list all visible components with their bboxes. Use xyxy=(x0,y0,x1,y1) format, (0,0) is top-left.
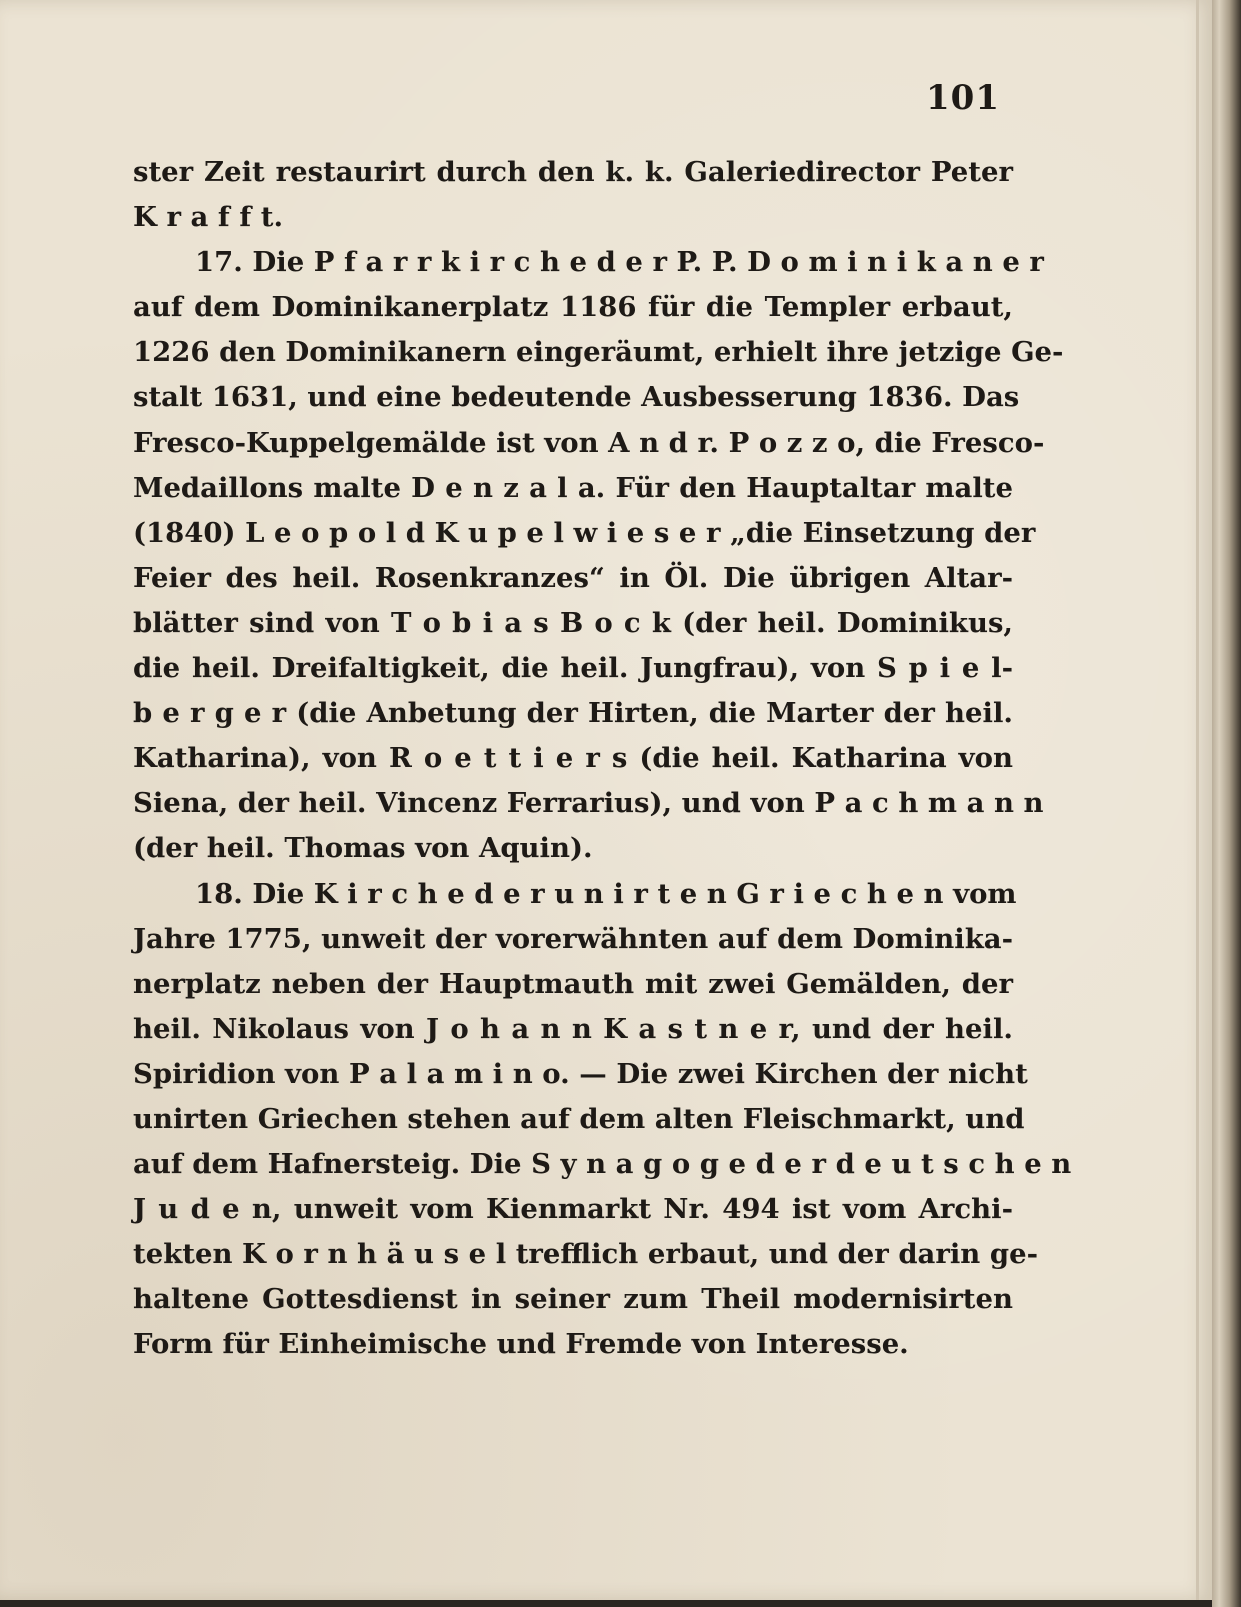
text-line: ster Zeit restaurirt durch den k. k. Galeriedirector Peter xyxy=(133,156,1013,188)
text-line: die heil. Dreifaltigkeit, die heil. Jungfrau), von S p i e l- xyxy=(133,652,1013,685)
page-number: 101 xyxy=(926,78,1000,118)
text-line: haltene Gottesdienst in seiner zum Theil modernisirten xyxy=(133,1283,1013,1316)
text-line: auf dem Hafnersteig. Die S y n a g o g e d e r d e u t s c h e n xyxy=(133,1148,1072,1181)
text-line: (der heil. Thomas von Aquin). xyxy=(133,832,593,865)
text-line: Jahre 1775, unweit der vorerwähnten auf dem Dominika- xyxy=(133,922,1013,955)
text-line: 1226 den Dominikanern eingeräumt, erhielt ihre jetzige Ge- xyxy=(133,336,1064,369)
text-line: 17. Die P f a r r k i r c h e d e r P. P. D o m i n i k a n e r xyxy=(195,246,1044,279)
text-line: b e r g e r (die Anbetung der Hirten, die Marter der heil. xyxy=(133,697,1013,730)
text-line: tekten K o r n h ä u s e l trefflich erbaut, und der darin ge- xyxy=(133,1238,1039,1271)
text-line: Feier des heil. Rosenkranzes“ in Öl. Die übrigen Altar- xyxy=(133,561,1013,594)
text-line: Form für Einheimische und Fremde von Interesse. xyxy=(133,1328,909,1361)
text-line: heil. Nikolaus von J o h a n n K a s t n e r, und der heil. xyxy=(133,1012,1013,1045)
text-line: Spiridion von P a l a m i n o. — Die zwei Kirchen der nicht xyxy=(133,1057,1028,1090)
text-line: unirten Griechen stehen auf dem alten Fleischmarkt, und xyxy=(133,1102,1025,1135)
text-line: blätter sind von T o b i a s B o c k (der heil. Dominikus, xyxy=(133,606,1013,639)
text-line: 18. Die K i r c h e d e r u n i r t e n G r i e c h e n vom xyxy=(195,877,1017,910)
text-line: auf dem Dominikanerplatz 1186 für die Templer erbaut, xyxy=(133,291,1013,324)
text-line: Fresco-Kuppelgemälde ist von A n d r. P o z z o, die Fresco- xyxy=(133,426,1045,459)
text-line: K r a f f t. xyxy=(133,201,284,234)
text-line: stalt 1631, und eine bedeutende Ausbesserung 1836. Das xyxy=(133,381,1020,414)
text-line: nerplatz neben der Hauptmauth mit zwei Gemälden, der xyxy=(133,967,1013,1000)
page-fold-line xyxy=(1196,0,1199,1600)
text-line: Katharina), von R o e t t i e r s (die heil. Katharina von xyxy=(133,742,1013,775)
text-line: Medaillons malte D e n z a l a. Für den Hauptaltar malte xyxy=(133,471,1013,504)
text-line: Siena, der heil. Vincenz Ferrarius), und von P a c h m a n n xyxy=(133,787,1044,820)
body-text xyxy=(133,150,1072,1368)
text-line: J u d e n, unweit vom Kienmarkt Nr. 494 ist vom Archi- xyxy=(133,1193,1013,1226)
page-edge xyxy=(1212,0,1241,1607)
text-line: (1840) L e o p o l d K u p e l w i e s e r „die Einsetzung der xyxy=(133,516,1036,549)
